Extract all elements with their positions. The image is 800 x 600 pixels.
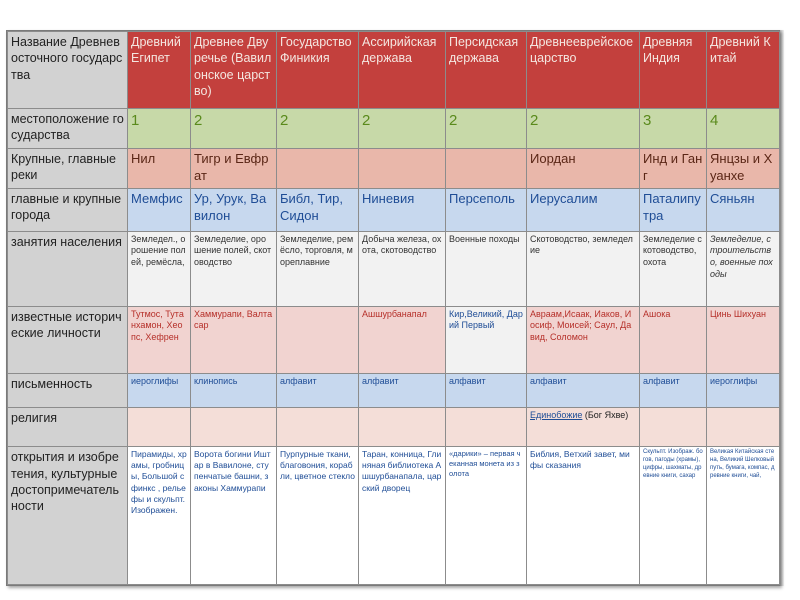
city-cell: Иерусалим (527, 189, 640, 232)
river-cell (277, 148, 359, 188)
occupation-cell: Добыча железа, охота, скотоводство (359, 231, 446, 306)
religion-cell (640, 407, 707, 447)
occupation-cell: Земледелие скотоводство, охота (640, 231, 707, 306)
location-cell: 2 (191, 109, 277, 149)
writing-cell: клинопись (191, 374, 277, 407)
discovery-cell: «дарики» – первая чеканная монета из золота (446, 447, 527, 585)
slide-top-margin (6, 0, 778, 30)
location-label-cell: местоположение государства (8, 109, 128, 149)
river-cell: Инд и Ганг (640, 148, 707, 188)
writing-cell: алфавит (277, 374, 359, 407)
location-cell: 2 (359, 109, 446, 149)
occupation-cell: Земледелие, строительство, военные походы (707, 231, 780, 306)
river-cell: Янцзы и Хуанхе (707, 148, 780, 188)
person-cell: Тутмос, Тутанхамон, Хеопс, Хефрен (128, 306, 191, 374)
state-assyria-header: Ассирийская держава (359, 32, 446, 109)
religion-cell-israel (527, 407, 640, 447)
city-cell: Сяньян (707, 189, 780, 232)
person-cell: Кир,Великий, Дарий Первый (446, 306, 527, 374)
monotheism-link[interactable]: Единобожие (530, 409, 583, 420)
religion-cell (277, 407, 359, 447)
location-cell: 4 (707, 109, 780, 149)
person-cell: Ашшурбанапал (359, 306, 446, 374)
river-cell: Нил (128, 148, 191, 188)
location-cell: 2 (527, 109, 640, 149)
discovery-cell: Библия, Ветхий завет, мифы сказания (527, 447, 640, 585)
writing-cell: алфавит (359, 374, 446, 407)
discovery-cell: Пурпурные ткани, благовония, корабли, цветное стекло (277, 447, 359, 585)
discovery-cell: Пирамиды, храмы, гробницы, Большой сфинкс , рельефы и скульпт. Изображен. (128, 447, 191, 585)
discoveries-row (8, 447, 780, 585)
cities-row (8, 189, 780, 232)
location-row (8, 109, 780, 149)
occupation-cell: Скотоводство, земледелие (527, 231, 640, 306)
religion-cell (359, 407, 446, 447)
state-egypt-header: Древний Египет (128, 32, 191, 109)
writing-cell: алфавит (640, 374, 707, 407)
writing-cell: иероглифы (128, 374, 191, 407)
location-cell: 2 (446, 109, 527, 149)
religion-cell (446, 407, 527, 447)
header-label-cell: Название Древневосточного государства (8, 32, 128, 109)
writing-row (8, 374, 780, 407)
river-cell: Иордан (527, 148, 640, 188)
person-cell: Цинь Шихуан (707, 306, 780, 374)
state-persia-header: Персидская держава (446, 32, 527, 109)
discovery-cell: Таран, конница, Глиняная библиотека Ашшурбанапала, царский дворец (359, 447, 446, 585)
person-cell (277, 306, 359, 374)
header-row (8, 32, 780, 109)
rivers-label-cell: Крупные, главные реки (8, 148, 128, 188)
persons-row (8, 306, 780, 374)
occupation-cell: Земледелие, орошение полей, скотоводство (191, 231, 277, 306)
city-cell: Ур, Урук, Вавилон (191, 189, 277, 232)
discovery-cell: Ворота богини Иштар в Вавилоне, ступенчатые башни, законы Хаммурапи (191, 447, 277, 585)
cities-label-cell: главные и крупные города (8, 189, 128, 232)
discoveries-label-cell: открытия и изобретения, культурные достопримечательности (8, 447, 128, 585)
location-cell: 2 (277, 109, 359, 149)
writing-cell: алфавит (527, 374, 640, 407)
person-cell: Ашока (640, 306, 707, 374)
city-cell: Паталипутра (640, 189, 707, 232)
city-cell: Библ, Тир, Сидон (277, 189, 359, 232)
river-cell (446, 148, 527, 188)
river-cell: Тигр и Евфрат (191, 148, 277, 188)
state-phoenicia-header: Государство Финикия (277, 32, 359, 109)
city-cell: Ниневия (359, 189, 446, 232)
state-china-header: Древний Китай (707, 32, 780, 109)
religion-cell (191, 407, 277, 447)
religion-god-text: (Бог Яхве) (582, 409, 629, 420)
occupation-cell: Земледелие, ремёсло, торговля, мореплавние (277, 231, 359, 306)
writing-cell: алфавит (446, 374, 527, 407)
occupations-row (8, 231, 780, 306)
religion-cell (707, 407, 780, 447)
location-cell: 3 (640, 109, 707, 149)
occupation-cell: Военные походы (446, 231, 527, 306)
ancient-east-states-table (7, 31, 780, 585)
rivers-row (8, 148, 780, 188)
occupation-cell: Земледел., орошение полей, ремёсла, (128, 231, 191, 306)
person-cell: Хаммурапи, Валтасар (191, 306, 277, 374)
religion-row (8, 407, 780, 447)
state-india-header: Древняя Индия (640, 32, 707, 109)
state-mesopotamia-header: Древнее Двуречье (Вавилонское царство) (191, 32, 277, 109)
river-cell (359, 148, 446, 188)
history-table-sheet (6, 30, 780, 586)
discovery-cell: Великая Китайская стена, Великий Шелковый путь, бумага, компас, древние книги, чай, (707, 447, 780, 585)
city-cell: Мемфис (128, 189, 191, 232)
city-cell: Персеполь (446, 189, 527, 232)
persons-label-cell: известные исторические личности (8, 306, 128, 374)
religion-cell (128, 407, 191, 447)
page-edge-shadow (780, 30, 784, 586)
writing-label-cell: письменность (8, 374, 128, 407)
writing-cell: иероглифы (707, 374, 780, 407)
location-cell: 1 (128, 109, 191, 149)
state-israel-header: Древнееврейское царство (527, 32, 640, 109)
person-cell: Авраам,Исаак, Иаков, Иосиф, Моисей; Саул, Давид, Соломон (527, 306, 640, 374)
discovery-cell: Скульпт. Изображ. богов, пагоды (храмы), цифры, шахматы, древние книги, сахар (640, 447, 707, 585)
religion-label-cell: религия (8, 407, 128, 447)
occupations-label-cell: занятия населения (8, 231, 128, 306)
